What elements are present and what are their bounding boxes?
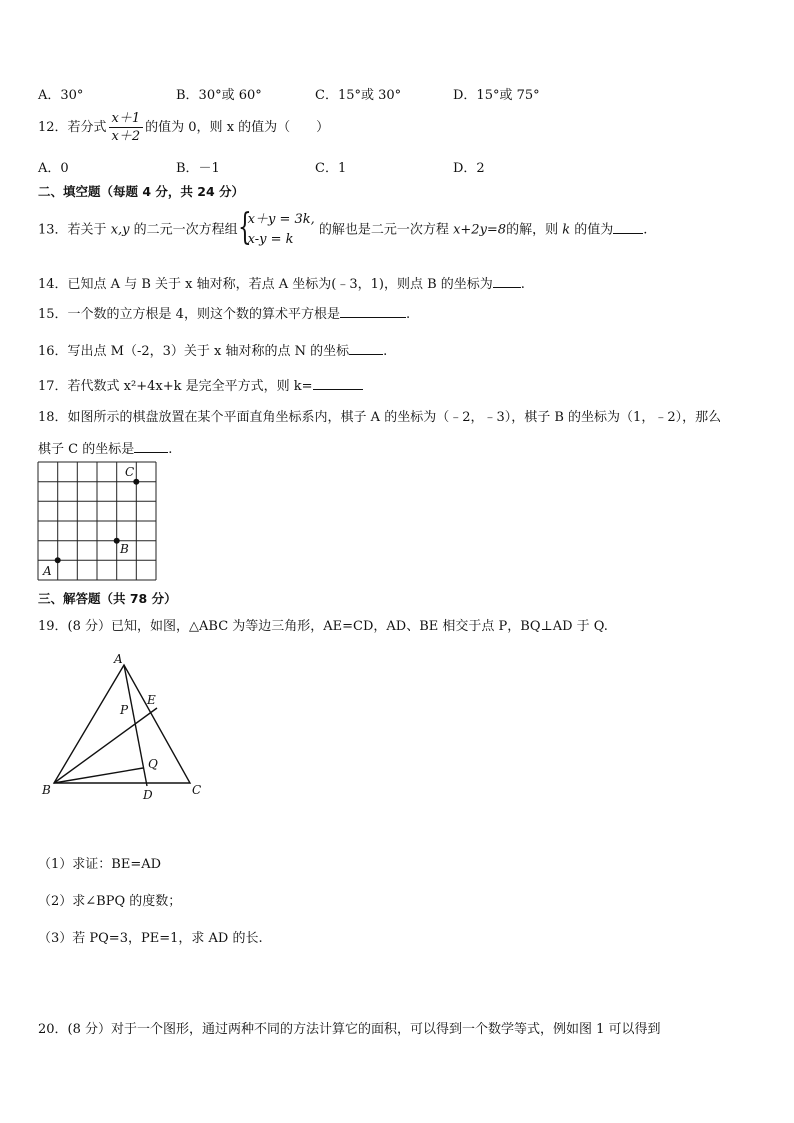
point-d-label: D (143, 788, 153, 802)
vertex-a-label: A (114, 652, 123, 666)
piece-a-dot (55, 557, 61, 563)
section-3-title: 三、解答题（共 78 分） (38, 591, 177, 606)
q13-prefix: 13．若关于 (38, 222, 107, 238)
q16-answer-blank[interactable] (349, 342, 383, 355)
piece-c-label: C (125, 465, 135, 479)
q12-prefix: 12．若分式 (38, 120, 107, 135)
q11-option-b: B．30°或 60° (176, 88, 262, 103)
q13-equation-system (237, 207, 315, 250)
q18-line2-text: 棋子 C 的坐标是 (38, 442, 135, 457)
q12-option-a: A．0 (38, 161, 69, 176)
q20-stem: 20．(8 分）对于一个图形，通过两种不同的方法计算它的面积，可以得到一个数学等式，例如图 1 可以得到 (38, 1022, 661, 1037)
piece-a-label: A (43, 564, 52, 578)
q14-text: 14．已知点 A 与 B 关于 x 轴对称，若点 A 坐标为(﹣3，1)，则点 B 的坐标为 (38, 277, 493, 292)
point-p-label: P (120, 703, 129, 717)
q12-numerator: x＋1 (109, 110, 144, 128)
q13-suffix2: 的解，则 (506, 222, 559, 238)
q15-end: . (405, 307, 411, 322)
q12-option-b: B．－1 (176, 161, 220, 176)
q13-k: k (562, 222, 571, 238)
q18-line2 (38, 438, 172, 457)
triangle-figure (36, 648, 216, 803)
q13-stem (38, 207, 648, 250)
piece-c-dot (133, 479, 139, 485)
q11-option-a: A．30° (38, 88, 84, 103)
section-2-title: 二、填空题（每题 4 分，共 24 分） (38, 184, 245, 199)
vertex-b-label: B (42, 783, 51, 797)
q13-suffix3: 的值为 (574, 222, 614, 238)
chessboard-figure (36, 460, 161, 584)
piece-b-label: B (120, 542, 129, 556)
left-brace-icon: { (237, 207, 252, 248)
q13-vars: x,y (110, 222, 130, 238)
q11-option-c: C．15°或 30° (315, 88, 402, 103)
q17-answer-blank[interactable] (313, 377, 363, 390)
q13-eq1: x＋y = 3k, (247, 212, 315, 227)
q14-answer-blank[interactable] (493, 275, 521, 288)
q19-part2: （2）求∠BPQ 的度数； (38, 894, 182, 909)
vertex-c-label: C (192, 783, 202, 797)
triangle-lines (54, 665, 190, 786)
q17-stem (38, 375, 363, 394)
q13-answer-blank[interactable] (613, 221, 643, 234)
q12-fraction (109, 110, 144, 145)
q12-denominator: x＋2 (111, 129, 141, 144)
q11-option-d: D．15°或 75° (453, 88, 540, 103)
q13-end: . (643, 222, 648, 238)
q17-text: 17．若代数式 x²+4x+k 是完全平方式，则 k= (38, 379, 313, 394)
q18-line1: 18．如图所示的棋盘放置在某个平面直角坐标系内，棋子 A 的坐标为（﹣2，﹣3），棋子 B 的坐标为（1，﹣2），那么 (38, 410, 722, 425)
point-e-label: E (147, 693, 156, 707)
q13-suffix1: 的解也是二元一次方程 (318, 222, 449, 238)
q14-stem (38, 273, 525, 292)
q15-answer-blank[interactable] (340, 305, 406, 318)
q12-suffix: 的值为 0，则 x 的值为（ ） (145, 120, 330, 135)
q13-mid: 的二元一次方程组 (133, 222, 238, 238)
q16-stem (38, 340, 387, 359)
q16-end: . (383, 344, 388, 359)
q12-option-c: C．1 (315, 161, 347, 176)
q18-answer-blank[interactable] (134, 440, 168, 453)
q15-text: 15．一个数的立方根是 4，则这个数的算术平方根是 (38, 307, 340, 322)
q16-text: 16．写出点 M（-2，3）关于 x 轴对称的点 N 的坐标 (38, 344, 350, 359)
q12-option-d: D．2 (453, 161, 485, 176)
q13-eq2: x-y = k (247, 232, 294, 247)
point-q-label: Q (148, 757, 158, 771)
q12-stem (38, 110, 329, 145)
piece-b-dot (114, 538, 120, 544)
q13-eq3: x+2y=8 (453, 222, 507, 238)
q14-end: . (520, 277, 525, 292)
q15-stem (38, 303, 410, 322)
q19-part1: （1）求证：BE=AD (38, 857, 162, 872)
q18-end: . (168, 442, 173, 457)
q19-part3: （3）若 PQ=3，PE=1，求 AD 的长. (38, 931, 263, 946)
q19-intro: 19．(8 分）已知，如图，△ABC 为等边三角形，AE=CD，AD、BE 相交于点 P，BQ⊥AD 于 Q. (38, 619, 608, 634)
